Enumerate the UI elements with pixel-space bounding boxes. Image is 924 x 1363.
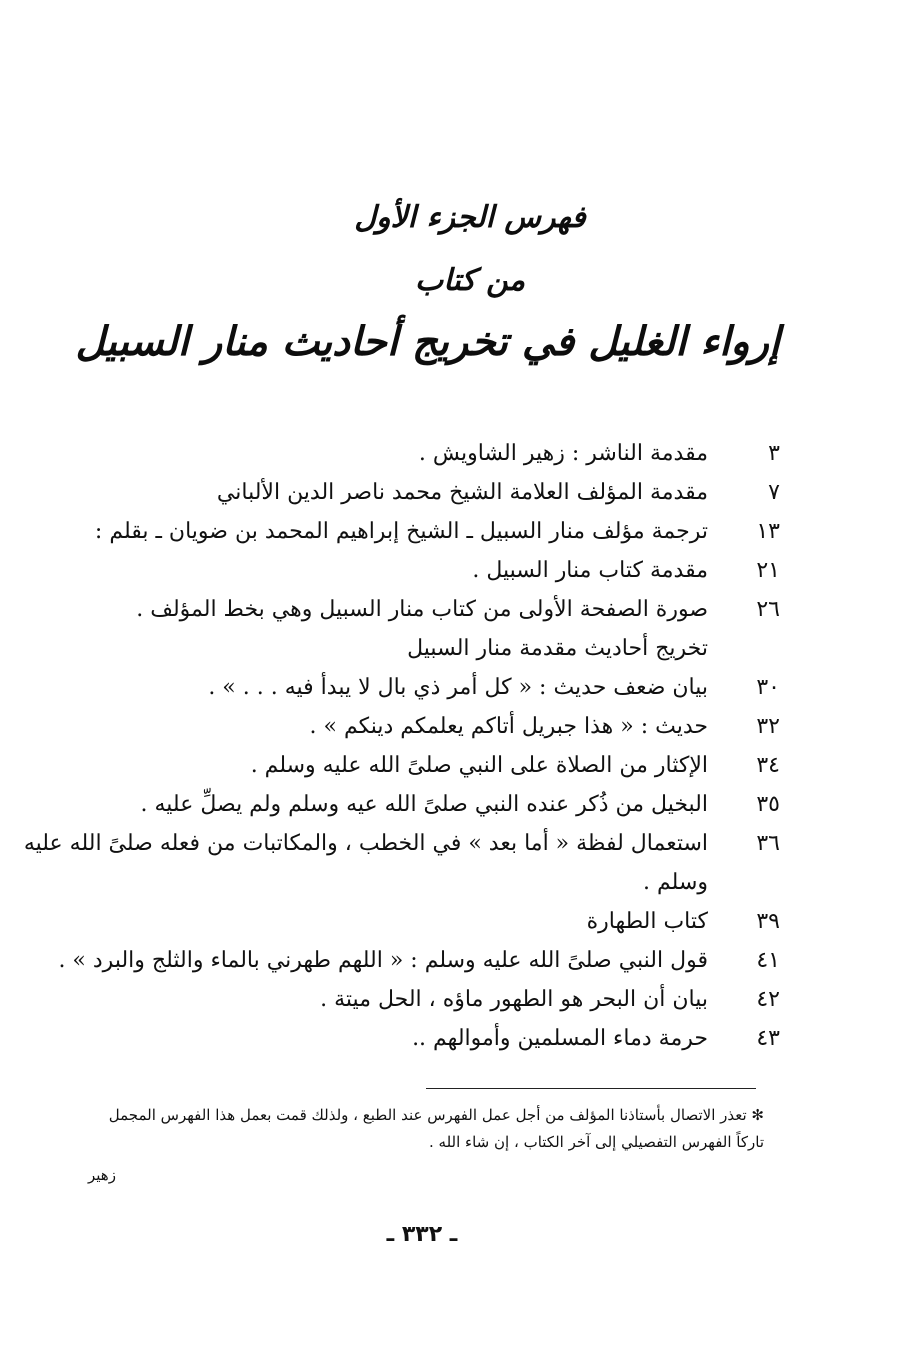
- toc-page-number: ٤٢: [756, 987, 780, 1012]
- toc-page-number: ٣٥: [756, 792, 780, 817]
- toc-entry: [60, 746, 780, 785]
- toc-entry-text: قول النبي صلىً الله عليه وسلم : « اللهم طهرني بالماء والثلج والبرد » .: [58, 948, 708, 973]
- toc-entry-text: بيان أن البحر هو الطهور ماؤه ، الحل ميتة .: [320, 987, 708, 1012]
- toc-entry: [60, 590, 780, 629]
- toc-page-number: ٤٣: [756, 1026, 780, 1051]
- toc-entry-text: مقدمة الناشر : زهير الشاويش .: [418, 441, 708, 466]
- footnote-text: ✻ تعذر الاتصال بأستاذنا المؤلف من أجل عمل الفهرس عند الطبع ، ولذلك قمت بعمل هذا الفهرس المجمل تاركاً الفهرس التفصيلي إلى آخر الكتاب ، إن شاء الله .: [108, 1106, 764, 1151]
- toc-entry: [60, 1019, 780, 1058]
- toc-entry-continuation: تخريج أحاديث مقدمة منار السبيل: [407, 636, 708, 661]
- toc-entry-text: استعمال لفظة « أما بعد » في الخطب ، والمكاتبات من فعله صلىً الله عليه: [23, 831, 708, 856]
- toc-page-number: ٢١: [756, 558, 780, 583]
- toc-entry-text: كتاب الطهارة: [586, 909, 708, 934]
- toc-entry: [60, 941, 780, 980]
- toc-entry: [60, 668, 780, 707]
- toc-entry-text: الإكثار من الصلاة على النبي صلىً الله عليه وسلم .: [250, 753, 708, 778]
- footnote-signature: زهير: [88, 1166, 116, 1184]
- toc-entry: [60, 551, 780, 590]
- toc-entry-text: حديث : « هذا جبريل أتاكم يعلمكم دينكم » .: [309, 714, 708, 739]
- toc-entry: [60, 434, 780, 473]
- toc-page-number: ٣٢: [756, 714, 780, 739]
- toc-page-number: ٣٩: [756, 909, 780, 934]
- toc-entry-text: ترجمة مؤلف منار السبيل ـ الشيخ إبراهيم المحمد بن ضويان ـ بقلم :: [94, 519, 708, 544]
- book-title: إرواء الغليل في تخريج أحاديث منار السبيل: [75, 318, 780, 365]
- toc-entry: [60, 707, 780, 746]
- toc-entry: [60, 785, 780, 824]
- index-subtitle: من كتاب: [414, 263, 526, 298]
- toc-page-number: ٣: [768, 441, 780, 466]
- toc-entry: [60, 512, 780, 551]
- toc-entry-text: حرمة دماء المسلمين وأموالهم ..: [412, 1026, 708, 1051]
- toc-entry: [23, 824, 780, 863]
- table-of-contents: [23, 434, 780, 1058]
- toc-page-number: ٧: [768, 480, 780, 505]
- toc-entry-text: صورة الصفحة الأولى من كتاب منار السبيل وهي بخط المؤلف .: [136, 597, 708, 622]
- index-title: فهرس الجزء الأول: [354, 200, 586, 235]
- toc-entry-text: مقدمة المؤلف العلامة الشيخ محمد ناصر الدين الألباني: [216, 480, 708, 505]
- footnote-divider: [426, 1088, 756, 1089]
- toc-entry: [60, 902, 780, 941]
- toc-page-number: ١٣: [756, 519, 780, 544]
- toc-entry: [60, 980, 780, 1019]
- toc-entry-text: بيان ضعف حديث : « كل أمر ذي بال لا يبدأ فيه . . . » .: [208, 675, 708, 700]
- page-number: ـ ٣٣٢ ـ: [386, 1222, 458, 1247]
- toc-page-number: ٣٤: [756, 753, 780, 778]
- toc-entry-text: مقدمة كتاب منار السبيل .: [472, 558, 708, 583]
- toc-entry-text: البخيل من ذُكر عنده النبي صلىً الله عيه وسلم ولم يصلِّ عليه .: [140, 792, 708, 817]
- toc-page-number: ٣٠: [756, 675, 780, 700]
- toc-entry-continuation: وسلم .: [643, 870, 708, 895]
- toc-entry: [60, 473, 780, 512]
- toc-page-number: ٤١: [756, 948, 780, 973]
- toc-page-number: ٢٦: [756, 597, 780, 622]
- toc-page-number: ٣٦: [756, 831, 780, 856]
